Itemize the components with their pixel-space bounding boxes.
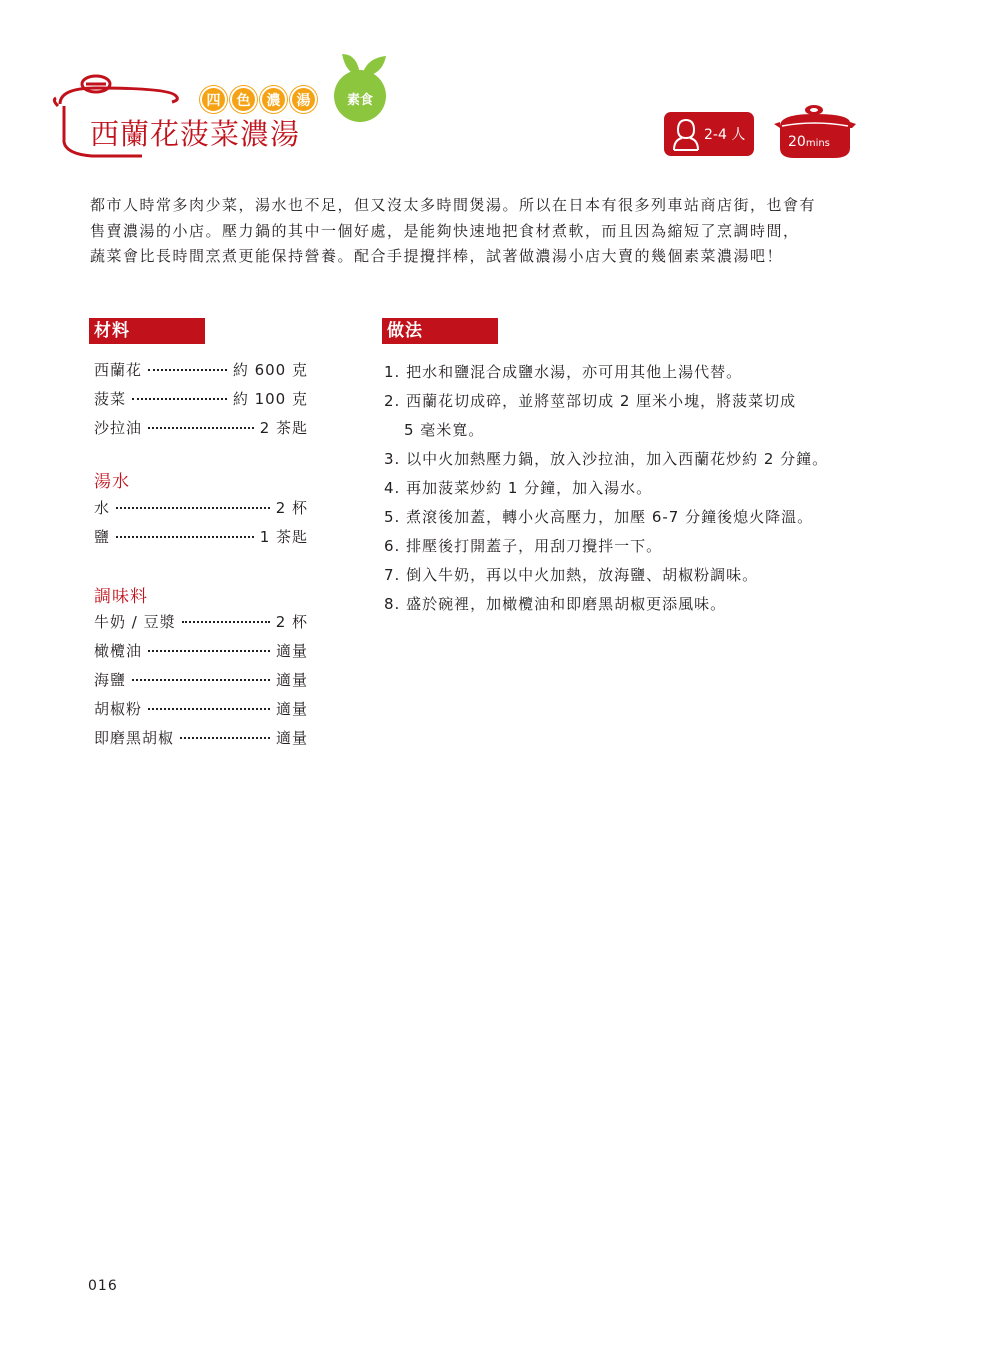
series-tags — [200, 86, 317, 113]
ingredient-qty: 約 100 克 — [232, 390, 308, 408]
ingredient-qty: 2 茶匙 — [259, 419, 308, 437]
leader-dots — [182, 621, 270, 623]
person-icon — [670, 116, 702, 152]
intro-line: 售賣濃湯的小店。壓力鍋的其中一個好處，是能夠快速地把食材煮軟，而且因為縮短了烹調時間， — [90, 221, 800, 240]
leader-dots — [132, 679, 270, 681]
ingredient-name: 胡椒粉 — [94, 700, 143, 718]
leader-dots — [116, 536, 254, 538]
method-step: 1. 把水和鹽混合成鹽水湯，亦可用其他上湯代替。 — [384, 363, 743, 381]
method-step: 8. 盛於碗裡，加橄欖油和即磨黑胡椒更添風味。 — [384, 595, 727, 613]
method-steps — [384, 358, 884, 619]
ingredient-name: 西蘭花 — [94, 361, 143, 379]
ingredient-row — [94, 665, 308, 694]
ingredient-qty: 適量 — [275, 642, 308, 660]
seasoning-list — [94, 607, 308, 752]
ingredient-qty: 2 杯 — [275, 499, 308, 517]
time-value: 20 — [788, 134, 806, 150]
ingredient-name: 沙拉油 — [94, 419, 143, 437]
ingredient-qty: 適量 — [275, 729, 308, 747]
intro-line: 蔬菜會比長時間烹煮更能保持營養。配合手提攪拌棒，試著做濃湯小店大賣的幾個素菜濃湯吧！ — [90, 247, 784, 265]
leader-dots — [148, 427, 254, 429]
leader-dots — [148, 369, 227, 371]
soup-list — [94, 493, 308, 551]
ingredient-name: 水 — [94, 499, 111, 517]
leader-dots — [180, 737, 270, 739]
intro-line: 都市人時常多肉少菜，湯水也不足，但又沒太多時間煲湯。所以在日本有很多列車站商店街，也會有 — [90, 196, 817, 214]
seasoning-heading: 調味料 — [94, 587, 148, 607]
series-tag: 四 — [200, 86, 227, 113]
ingredient-row — [94, 607, 308, 636]
method-step: 4. 再加菠菜炒約 1 分鐘，加入湯水。 — [384, 479, 653, 497]
ingredient-name: 橄欖油 — [94, 642, 143, 660]
ingredient-qty: 適量 — [275, 700, 308, 718]
method-step-continuation: 5 毫米寬。 — [404, 421, 485, 439]
method-step: 6. 排壓後打開蓋子，用刮刀攪拌一下。 — [384, 537, 663, 555]
ingredient-name: 菠菜 — [94, 390, 127, 408]
series-tag: 湯 — [290, 86, 317, 113]
ingredient-qty: 1 茶匙 — [259, 528, 308, 546]
ingredient-name: 鹽 — [94, 528, 111, 546]
ingredient-row — [94, 493, 308, 522]
ingredients-list — [94, 355, 308, 442]
ingredient-row — [94, 723, 308, 752]
ingredient-row — [94, 694, 308, 723]
leader-dots — [132, 398, 227, 400]
ingredients-heading: 材料 — [89, 318, 205, 344]
series-tag: 濃 — [260, 86, 287, 113]
method-step: 7. 倒入牛奶，再以中火加熱，放海鹽、胡椒粉調味。 — [384, 566, 759, 584]
pot-timer-icon — [774, 100, 856, 160]
ingredient-row — [94, 636, 308, 665]
time-unit: mins — [805, 138, 830, 149]
ingredient-row — [94, 413, 308, 442]
ingredient-name: 牛奶 / 豆漿 — [94, 613, 176, 631]
vegetarian-label: 素食 — [334, 70, 386, 122]
recipe-title: 西蘭花菠菜濃湯 — [90, 117, 301, 151]
ingredient-name: 即磨黑胡椒 — [94, 729, 175, 747]
leader-dots — [116, 507, 270, 509]
ingredient-row — [94, 355, 308, 384]
serving-text: 2-4 人 — [704, 127, 746, 143]
ingredient-qty: 適量 — [275, 671, 308, 689]
ingredient-qty: 約 600 克 — [232, 361, 308, 379]
ingredient-row — [94, 384, 308, 413]
method-step: 2. 西蘭花切成碎，並將莖部切成 2 厘米小塊，將菠菜切成 — [384, 392, 797, 410]
soup-heading: 湯水 — [94, 472, 130, 492]
method-step: 5. 煮滾後加蓋，轉小火高壓力，加壓 6-7 分鐘後熄火降溫。 — [384, 508, 814, 526]
ingredient-qty: 2 杯 — [275, 613, 308, 631]
time-text — [788, 134, 830, 150]
intro-paragraph — [90, 193, 890, 270]
vegetarian-badge — [330, 48, 394, 114]
time-badge — [774, 100, 856, 160]
leader-dots — [148, 650, 270, 652]
page-number: 016 — [88, 1278, 118, 1294]
serving-badge — [664, 112, 754, 156]
method-step: 3. 以中火加熱壓力鍋，放入沙拉油，加入西蘭花炒約 2 分鐘。 — [384, 450, 829, 468]
series-tag: 色 — [230, 86, 257, 113]
method-heading: 做法 — [382, 318, 498, 344]
leader-dots — [148, 708, 270, 710]
ingredient-name: 海鹽 — [94, 671, 127, 689]
ingredient-row — [94, 522, 308, 551]
